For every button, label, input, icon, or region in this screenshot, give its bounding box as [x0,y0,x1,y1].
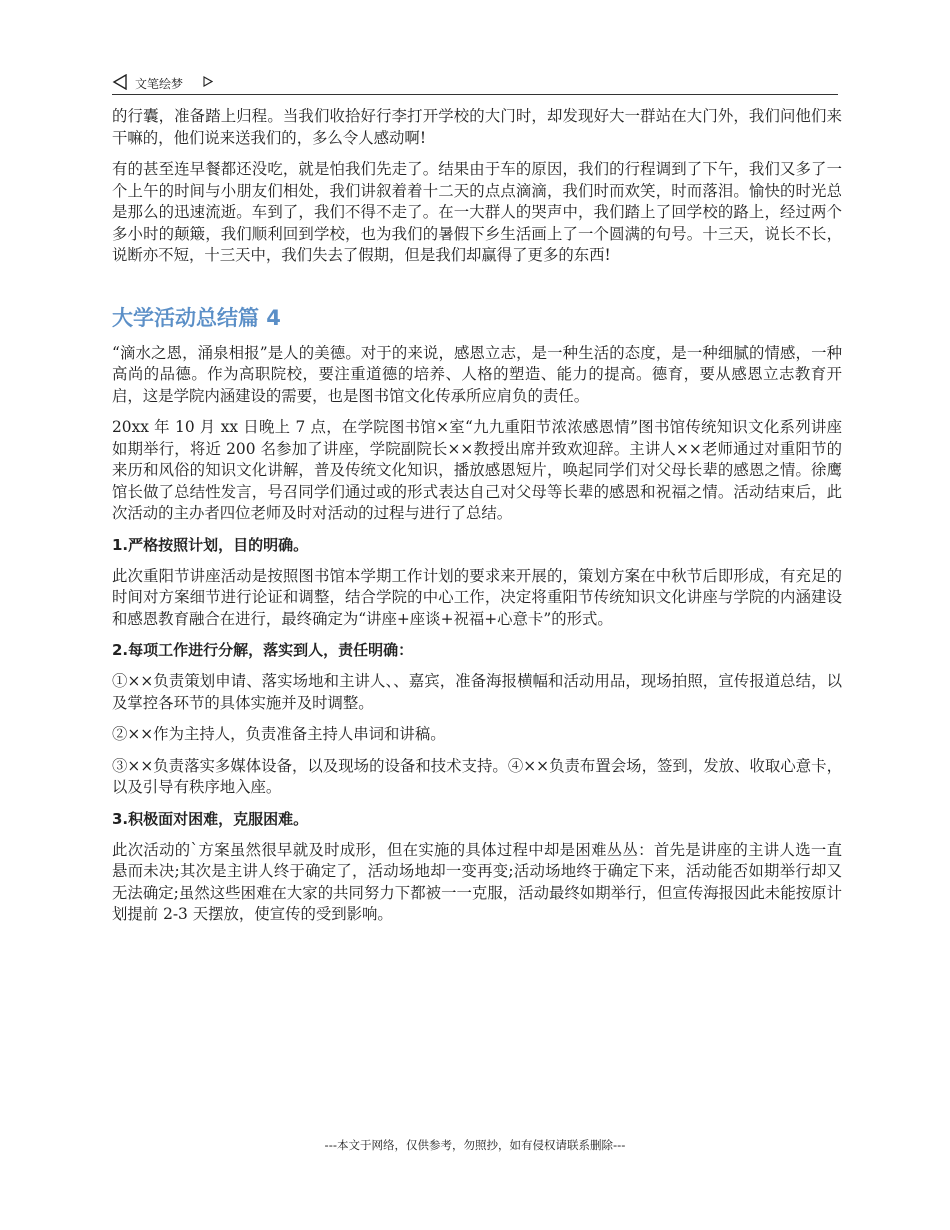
point-heading: 2.每项工作进行分解，落实到人，责任明确： [112,641,414,659]
triangle-right-icon [203,76,213,87]
point-heading: 1.严格按照计划，目的明确。 [112,535,309,554]
paragraph: 此次活动的`方案虽然很早就及时成形，但在实施的具体过程中却是困难丛丛：首先是讲座的主讲人选一直悬而未决;其次是主讲人终于确定了，活动场地却一变再变;活动场地终于确定下来，活动能否如期举行却又无法确定;虽然这些困难在大家的共同努力下都被一一克服，活动最终如期举行，但宣传海报因此未能按原计划提前 2-3 天摆放，使宣传的受到影响。 [112,840,842,923]
paragraph: ③××负责落实多媒体设备，以及现场的设备和技术支持。④××负责布置会场，签到，发放、收取心意卡，以及引导有秩序地入座。 [112,756,842,796]
paragraph: 的行囊，准备踏上归程。当我们收拾好行李打开学校的大门时，却发现好大一群站在大门外，我们问他们来干嘛的，他们说来送我们的，多么令人感动啊! [112,107,842,147]
paragraph: 20xx 年 10 月 xx 日晚上 7 点，在学院图书馆×室“九九重阳节浓浓感恩情”图书馆传统知识文化系列讲座如期举行，将近 200 名参加了讲座，学院副院长××教授出席并致欢迎辞。主讲人××老师通过对重阳节的来历和风俗的知识文化讲解，普及传统文化知识，播放感恩短片，唤起同学们对父母长辈的感恩之情。徐鹰馆长做了总结性发言，号召同学们通过或的形式表达自己对父母等长辈的感恩和祝福之情。活动结束后，此次活动的主办者四位老师及时对活动的过程与进行了总结。 [112,418,842,522]
paragraph: ①××负责策划申请、落实场地和主讲人、、嘉宾，准备海报横幅和活动用品，现场拍照，宣传报道总结，以及掌控各环节的具体实施并及时调整。 [112,672,842,712]
section-title: 大学活动总结篇 4 [112,305,281,330]
page-header [112,72,838,95]
page-footer: ---本文于网络，仅供参考，勿照抄，如有侵权请联系删除--- [324,1138,626,1152]
point-heading: 3.积极面对困难，克服困难。 [112,809,309,828]
paragraph: 有的甚至连早餐都还没吃，就是怕我们先走了。结果由于车的原因，我们的行程调到了下午，我们又多了一个上午的时间与小朋友们相处，我们讲叙着着十二天的点点滴滴，我们时而欢笑，时而落泪。愉快的时光总是那么的迅速流逝。车到了，我们不得不走了。在一大群人的哭声中，我们踏上了回学校的路上，经过两个多小时的颠簸，我们顺利回到学校，也为我们的暑假下乡生活画上了一个圆满的句号。十三天，说长不长，说断亦不短，十三天中，我们失去了假期，但是我们却赢得了更多的东西! [112,160,842,264]
paragraph: “滴水之恩，涌泉相报”是人的美德。对于的来说，感恩立志，是一种生活的态度，是一种细腻的情感，一种高尚的品德。作为高职院校，要注重道德的培养、人格的塑造、能力的提高。德育，要从感恩立志教育开启，这是学院内涵建设的需要，也是图书馆文化传承所应肩负的责任。 [112,343,842,405]
document-body [112,106,842,936]
paragraph: 此次重阳节讲座活动是按照图书馆本学期工作计划的要求来开展的，策划方案在中秋节后即形成，有充足的时间对方案细节进行论证和调整，结合学院的中心工作，决定将重阳节传统知识文化讲座与学院的内涵建设和感恩教育融合在进行，最终确定为“讲座+座谈+祝福+心意卡”的形式。 [112,566,842,628]
brand-name: 文笔绘梦 [135,77,184,91]
triangle-left-icon [112,74,128,90]
paragraph: ②××作为主持人，负责准备主持人串词和讲稿。 [112,725,446,743]
